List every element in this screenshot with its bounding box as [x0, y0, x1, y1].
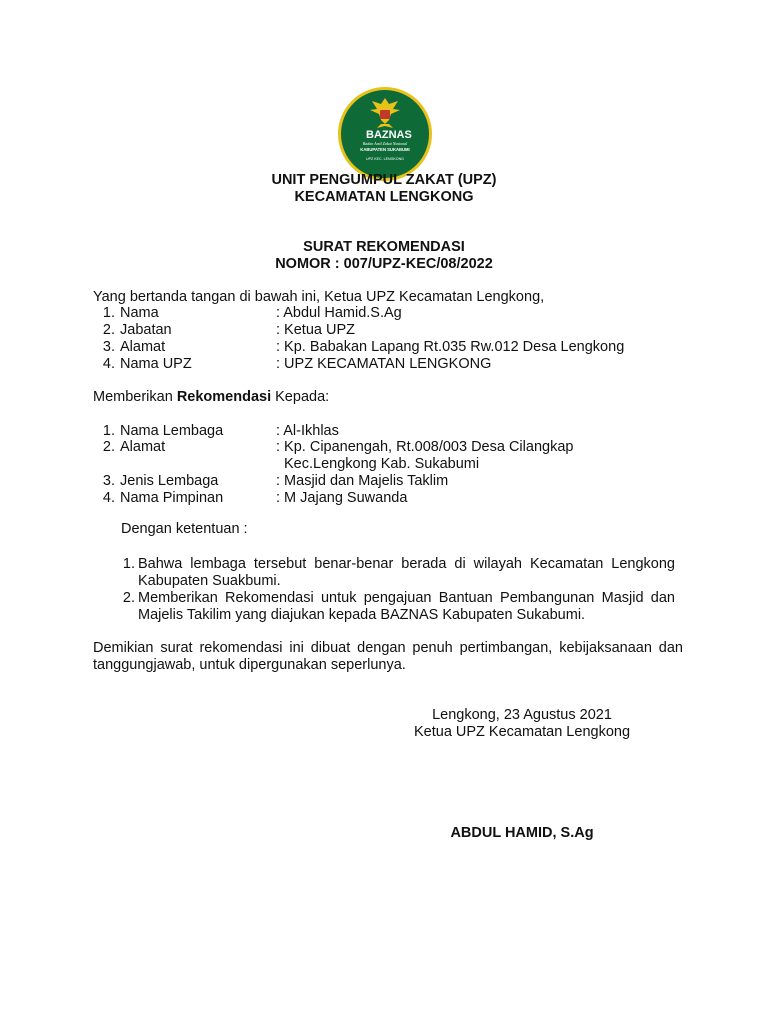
detail-row — [93, 305, 693, 322]
recommend-after: Kepada: — [271, 389, 330, 405]
recommend-bold: Rekomendasi — [176, 389, 272, 405]
signature-position: Ketua UPZ Kecamatan Lengkong — [413, 724, 631, 740]
closing-paragraph: Demikian surat rekomendasi ini dibuat dengan penuh pertimbangan, kebijaksanaan dan tanggungjawab, untuk dipergunakan seperlunya. — [93, 640, 683, 673]
signature-place-date: Lengkong, 23 Agustus 2021 — [432, 707, 612, 723]
row-value: : Abdul Hamid.S.Ag — [276, 305, 402, 321]
logo-region: KABUPATEN SUKABUMI — [360, 147, 410, 152]
detail-row — [93, 423, 693, 440]
row-label: Nama UPZ — [120, 356, 192, 372]
org-district: KECAMATAN LENGKONG — [294, 189, 474, 205]
intro-text: Yang bertanda tangan di bawah ini, Ketua UPZ Kecamatan Lengkong, — [93, 289, 545, 305]
recommend-line — [93, 389, 683, 406]
row-number: 3. — [102, 473, 115, 489]
row-label: Jabatan — [120, 322, 172, 338]
row-label: Alamat — [120, 439, 166, 455]
row-value: : Ketua UPZ — [276, 322, 355, 338]
condition-text: Memberikan Rekomendasi untuk pengajuan Bantuan Pembangunan Masjid dan Majelis Takilim yang diajukan kepada BAZNAS Kabupaten Sukabumi. — [138, 590, 675, 623]
row-number: 1. — [102, 305, 115, 321]
org-name: UNIT PENGUMPUL ZAKAT (UPZ) — [271, 172, 497, 188]
row-number: 3. — [102, 339, 115, 355]
recommend-before: Memberikan — [93, 389, 177, 405]
row-number: 2. — [102, 439, 115, 455]
row-value: : Masjid dan Majelis Taklim — [276, 473, 449, 489]
conditions-intro: Dengan ketentuan : — [121, 521, 248, 537]
row-label: Nama Lembaga — [120, 423, 224, 439]
row-label: Nama — [120, 305, 159, 321]
row-label: Nama Pimpinan — [120, 490, 224, 506]
detail-row — [93, 339, 693, 356]
letter-title: SURAT REKOMENDASI — [303, 239, 465, 255]
row-number: 1. — [102, 423, 115, 439]
signature-name: ABDUL HAMID, S.Ag — [450, 825, 594, 841]
detail-row — [93, 439, 693, 472]
logo-tagline: Badan Amil Zakat Nasional — [362, 141, 408, 146]
condition-text: Bahwa lembaga tersebut benar-benar berada di wilayah Kecamatan Lengkong Kabupaten Suakbumi. — [138, 556, 675, 589]
letter-number: NOMOR : 007/UPZ-KEC/08/2022 — [275, 256, 493, 272]
detail-row — [93, 473, 693, 490]
detail-row — [93, 322, 693, 339]
row-value: : Kp. Babakan Lapang Rt.035 Rw.012 Desa Lengkong — [276, 339, 625, 355]
row-value: : M Jajang Suwanda — [276, 490, 408, 506]
row-value: : Al-Ikhlas — [276, 423, 339, 439]
row-value: : UPZ KECAMATAN LENGKONG — [276, 356, 492, 372]
detail-row — [93, 490, 693, 507]
detail-row — [93, 356, 693, 373]
row-value: : Kp. Cipanengah, Rt.008/003 Desa Cilangkap — [276, 439, 574, 455]
logo-unit: UPZ KEC. LENGKONG — [366, 157, 404, 161]
baznas-logo — [337, 86, 433, 182]
logo-brand: BAZNAS — [366, 129, 412, 141]
row-label: Alamat — [120, 339, 166, 355]
row-number: 4. — [102, 490, 115, 506]
row-label: Jenis Lembaga — [120, 473, 219, 489]
condition-number: 2. — [122, 590, 135, 606]
row-number: 4. — [102, 356, 115, 372]
condition-number: 1. — [122, 556, 135, 572]
row-value-continued: Kec.Lengkong Kab. Sukabumi — [284, 456, 480, 472]
row-number: 2. — [102, 322, 115, 338]
